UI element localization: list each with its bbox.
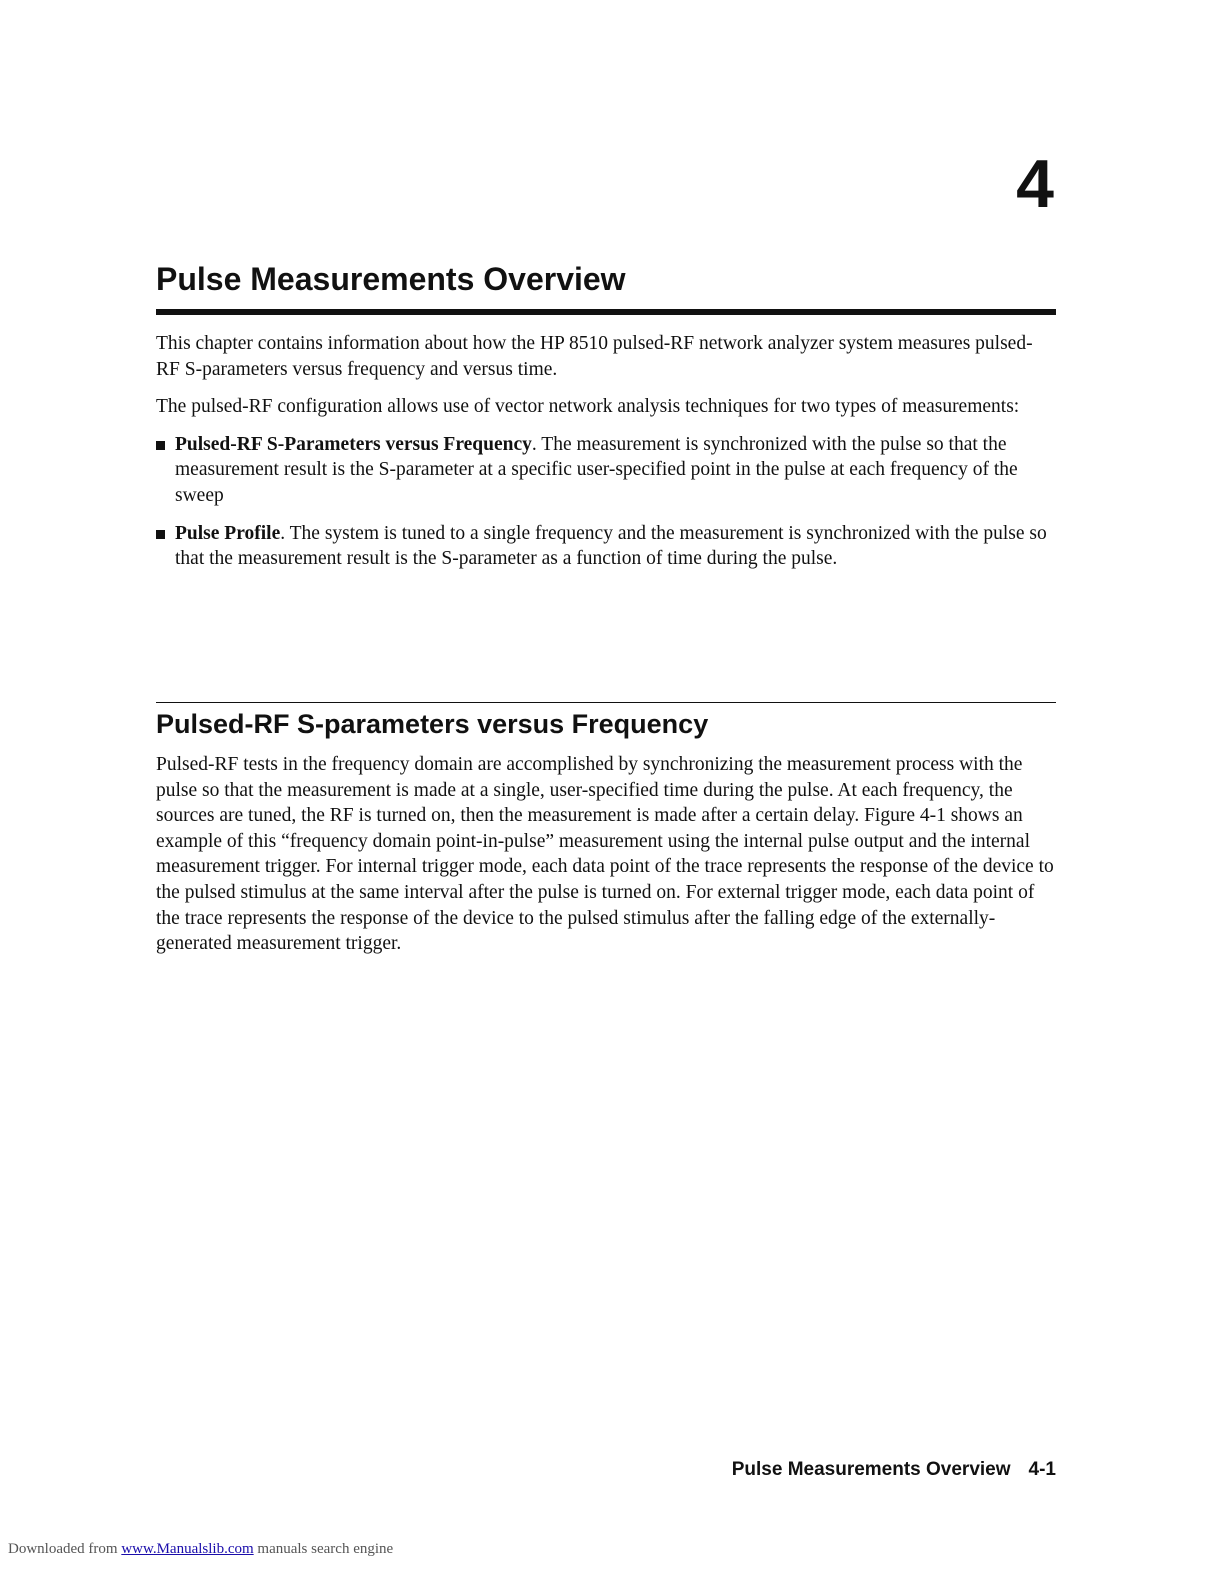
list-item-text: . The system is tuned to a single frequency and the measurement is synchronized with the pulse so that the measurement result is the S-parameter as a function of time during the pulse. — [175, 522, 1047, 570]
list-item — [156, 521, 1056, 572]
watermark-prefix: Downloaded from — [8, 1541, 118, 1557]
section-title: Pulsed-RF S-parameters versus Frequency — [156, 709, 709, 739]
square-bullet-icon — [156, 530, 165, 539]
watermark-suffix: manuals search engine — [257, 1541, 394, 1557]
section-rule — [156, 702, 1056, 703]
chapter-title-rule — [156, 309, 1056, 315]
chapter-title: Pulse Measurements Overview — [156, 261, 626, 297]
intro-paragraph-2: The pulsed-RF configuration allows use of vector network analysis techniques for two types of measurements: — [156, 396, 1020, 418]
page-number: 4-1 — [1028, 1459, 1056, 1480]
chapter-number: 4 — [1016, 146, 1054, 222]
intro-content — [156, 331, 1056, 584]
square-bullet-icon — [156, 441, 165, 450]
list-item-term: Pulse Profile — [175, 522, 281, 544]
list-item-term: Pulsed-RF S-Parameters versus Frequency — [175, 433, 532, 455]
list-item — [156, 432, 1056, 509]
manualslib-link[interactable]: www.Manualslib.com — [121, 1541, 254, 1557]
list-item-text: . The measurement is synchronized with the pulse so that the measurement result is the S-parameter at a specific user-specified point in the pulse at each frequency of the sweep — [175, 433, 1018, 506]
measurement-types-list — [156, 432, 1056, 572]
footer-title: Pulse Measurements Overview — [731, 1459, 1011, 1480]
page-footer — [732, 1459, 1056, 1482]
section-body: Pulsed-RF tests in the frequency domain are accomplished by synchronizing the measurement process with the pulse so that the measurement is made at a single, user-specified time during the pulse. At each frequency, the sources are tuned, the RF is turned on, then the measurement is made after a certain delay. Figure 4-1 shows an example of this “frequency domain point-in-pulse” measurement using the internal pulse output and the internal measurement trigger. For internal trigger mode, each data point of the trace represents the response of the device to the pulsed stimulus at the same interval after the pulse is turned on. For external trigger mode, each data point of the trace represents the response of the device to the pulsed stimulus after the falling edge of the externally-generated measurement trigger. — [156, 754, 1054, 955]
intro-paragraph-1: This chapter contains information about how the HP 8510 pulsed-RF network analyzer system measures pulsed-RF S-parameters versus frequency and versus time. — [156, 333, 1033, 380]
download-watermark — [8, 1541, 393, 1558]
